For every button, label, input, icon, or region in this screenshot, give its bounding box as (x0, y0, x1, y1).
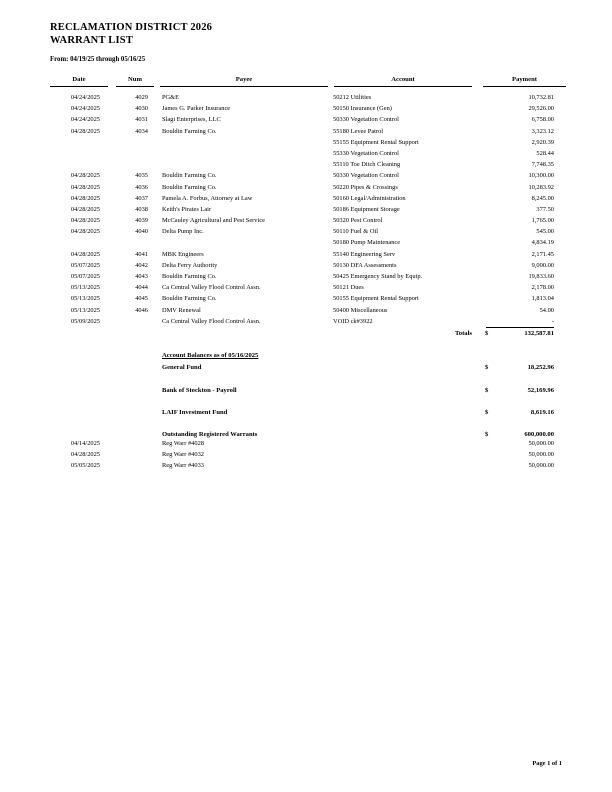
column-header-date: Date (50, 76, 108, 87)
row-num: 4045 (135, 295, 148, 303)
row-account: 50220 Pipes & Crossings (333, 183, 398, 191)
totals-row (0, 328, 612, 340)
table-row (0, 271, 612, 282)
column-header-account: Account (334, 76, 472, 87)
row-date: 04/28/2025 (70, 127, 100, 135)
row-account: 55180 Levee Patrol (333, 127, 384, 135)
outstanding-value: 600,000.00 (524, 431, 554, 438)
table-row (0, 92, 612, 103)
outstanding-desc: Reg Warr #4028 (162, 440, 204, 447)
laif-dollar: $ (485, 409, 489, 416)
outstanding-row (0, 460, 612, 471)
row-payment: 4,834.19 (531, 239, 554, 247)
table-row (0, 249, 612, 260)
table-row (0, 293, 612, 304)
row-payee: Bouldin Farming Co. (162, 172, 217, 180)
outstanding-amount: 50,000.00 (528, 440, 554, 447)
row-account: 50186 Equipment Storage (333, 205, 400, 213)
row-payee: Pamela A. Forbus, Attorney at Law (162, 194, 253, 202)
row-date: 04/28/2025 (70, 172, 100, 180)
row-account: 50330 Vegetation Control (333, 116, 399, 124)
row-num: 4031 (135, 116, 148, 124)
balances-heading: Account Balances as of 05/16/2025 (162, 352, 259, 359)
row-num: 4044 (135, 284, 148, 292)
row-payee: Bouldin Farming Co. (162, 127, 217, 135)
column-header-payee: Payee (160, 76, 328, 87)
row-num: 4030 (135, 105, 148, 113)
row-payee: Bouldin Farming Co. (162, 273, 217, 280)
report-subtitle: WARRANT LIST (50, 35, 134, 46)
row-num: 4043 (135, 273, 148, 280)
table-row (0, 237, 612, 248)
row-date: 04/28/2025 (70, 183, 100, 191)
row-payee: Ca Central Valley Flood Control Assn. (162, 284, 261, 292)
row-account: 50400 Miscellaneous (333, 306, 388, 314)
outstanding-desc: Reg Warr #4033 (162, 462, 204, 470)
general-fund-dollar: $ (485, 364, 489, 371)
row-account: VOID ck#3922 (333, 317, 373, 325)
table-row (0, 215, 612, 226)
row-account: 50130 DFA Assessments (333, 261, 397, 269)
row-account: 50425 Emergency Stand by Equip. (333, 273, 423, 280)
row-date: 04/28/2025 (70, 228, 100, 236)
table-row (0, 148, 612, 159)
date-range: From: 04/19/25 through 05/16/25 (50, 56, 146, 63)
row-payee: MBK Engineers (162, 250, 204, 258)
row-account: 50180 Pump Maintenance (333, 239, 401, 247)
laif-value: 8,619.16 (530, 409, 554, 416)
row-num: 4035 (135, 172, 148, 180)
row-account: 55140 Engineering Serv (333, 250, 396, 258)
outstanding-desc: Reg Warr #4032 (162, 451, 204, 459)
page-number: Page 1 of 1 (532, 760, 562, 767)
row-payment: 6,758.00 (531, 116, 554, 124)
row-date: 05/13/2025 (70, 284, 100, 292)
row-payee: Slagi Enterprises, LLC (162, 116, 221, 124)
table-row (0, 260, 612, 271)
table-row (0, 159, 612, 170)
row-date: 04/24/2025 (70, 105, 100, 113)
row-num: 4037 (135, 194, 148, 202)
totals-value: 132,587.81 (524, 330, 554, 337)
row-payment: 545.00 (536, 228, 554, 236)
table-row (0, 193, 612, 204)
column-header-payment: Payment (483, 76, 566, 87)
outstanding-row (0, 438, 612, 449)
row-account: 50155 Equipment Rental Support (333, 295, 419, 303)
row-payee: Keith's Pirates Lair (162, 205, 212, 213)
table-row (0, 182, 612, 193)
table-row (0, 282, 612, 293)
row-payment: 3,323.12 (531, 127, 554, 135)
row-account: 55110 Toe Ditch Cleaning (333, 161, 401, 169)
row-num: 4039 (135, 217, 148, 225)
row-date: 04/24/2025 (70, 116, 100, 124)
row-payment: - (551, 317, 554, 325)
row-payee: PG&E (162, 94, 180, 101)
row-account: 50110 Fuel & Oil (333, 228, 379, 236)
row-payee: Bouldin Farming Co. (162, 295, 217, 303)
totals-dollar-sign: $ (485, 330, 489, 337)
row-date: 05/07/2025 (70, 261, 100, 269)
row-payee: Ca Central Valley Flood Control Assn. (162, 317, 261, 325)
row-payee: Delta Ferry Authority (162, 261, 218, 269)
row-num: 4040 (135, 228, 148, 236)
row-date: 04/28/2025 (70, 217, 100, 225)
row-account: 50121 Dues (333, 284, 364, 292)
row-payment: 10,283.92 (528, 183, 554, 191)
row-date: 04/28/2025 (70, 194, 100, 202)
table-row (0, 204, 612, 215)
row-payment: 1,813.04 (531, 295, 554, 303)
table-row (0, 226, 612, 237)
row-account: 50212 Utilities (333, 94, 372, 101)
table-row (0, 305, 612, 316)
row-num: 4046 (135, 306, 148, 314)
row-payment: 19,833.60 (528, 273, 554, 280)
general-fund-label: General Fund (162, 364, 202, 371)
row-payment: 8,245.00 (531, 194, 554, 202)
row-date: 05/13/2025 (70, 295, 100, 303)
bank-stockton-value: 52,169.96 (527, 387, 554, 394)
row-payee: James G. Parker Insurance (162, 105, 231, 113)
row-account: 55155 Equipment Rental Support (333, 138, 419, 146)
outstanding-dollar: $ (485, 431, 489, 438)
row-date: 04/28/2025 (70, 205, 100, 213)
row-payment: 10,300.00 (528, 172, 554, 180)
row-payment: 54.00 (539, 306, 554, 314)
row-account: 55330 Vegetation Control (333, 149, 399, 157)
general-fund-value: 18,252.96 (527, 364, 554, 371)
table-row (0, 137, 612, 148)
row-payee: Bouldin Farming Co. (162, 183, 217, 191)
outstanding-amount: 50,000.00 (528, 462, 554, 470)
outstanding-date: 05/05/2025 (70, 462, 100, 470)
outstanding-warrants-list (0, 438, 612, 472)
bank-stockton-dollar: $ (485, 387, 489, 394)
row-payment: 10,732.81 (528, 94, 554, 101)
table-row (0, 103, 612, 114)
bank-stockton-label: Bank of Stockton - Payroll (162, 387, 237, 394)
row-num: 4034 (135, 127, 148, 135)
row-num: 4036 (135, 183, 148, 191)
row-account: 50320 Pest Control (333, 217, 383, 225)
totals-label: Totals (455, 330, 472, 337)
outstanding-date: 04/28/2025 (70, 451, 100, 459)
row-account: 50330 Vegetation Control (333, 172, 399, 180)
warrant-table-body (0, 92, 612, 327)
outstanding-row (0, 449, 612, 460)
table-row (0, 170, 612, 181)
row-payee: McCauley Agricultural and Pest Service (162, 217, 265, 225)
row-date: 05/13/2025 (70, 306, 100, 314)
row-payment: 29,526.00 (528, 105, 554, 113)
row-payment: 2,171.45 (531, 250, 554, 258)
row-num: 4038 (135, 205, 148, 213)
row-payment: 1,765.00 (531, 217, 554, 225)
outstanding-amount: 50,000.00 (528, 451, 554, 459)
row-num: 4042 (135, 261, 148, 269)
row-num: 4041 (135, 250, 148, 258)
row-payment: 2,178.00 (531, 284, 554, 292)
row-date: 05/07/2025 (70, 273, 100, 280)
row-payment: 7,748.35 (531, 161, 554, 169)
column-header-num: Num (116, 76, 154, 87)
outstanding-label: Outstanding Registered Warrants (162, 431, 258, 438)
row-payee: DMV Renewal (162, 306, 201, 314)
table-row (0, 126, 612, 137)
row-num: 4029 (135, 94, 148, 101)
row-payment: 528.44 (536, 149, 554, 157)
row-date: 05/09/2025 (70, 317, 100, 325)
row-date: 04/24/2025 (70, 94, 100, 101)
row-payment: 2,920.39 (531, 138, 554, 146)
row-account: 50150 Insurance (Gen) (333, 105, 392, 113)
row-payment: 377.50 (536, 205, 554, 213)
row-account: 50160 Legal/Administration (333, 194, 406, 202)
outstanding-date: 04/14/2025 (70, 440, 100, 447)
report-title: RECLAMATION DISTRICT 2026 (50, 22, 213, 33)
row-payment: 9,000.00 (531, 261, 554, 269)
laif-label: LAIF Investment Fund (162, 409, 228, 416)
table-row (0, 114, 612, 125)
row-date: 04/28/2025 (70, 250, 100, 258)
row-payee: Delta Pump Inc. (162, 228, 204, 236)
table-row (0, 316, 612, 327)
